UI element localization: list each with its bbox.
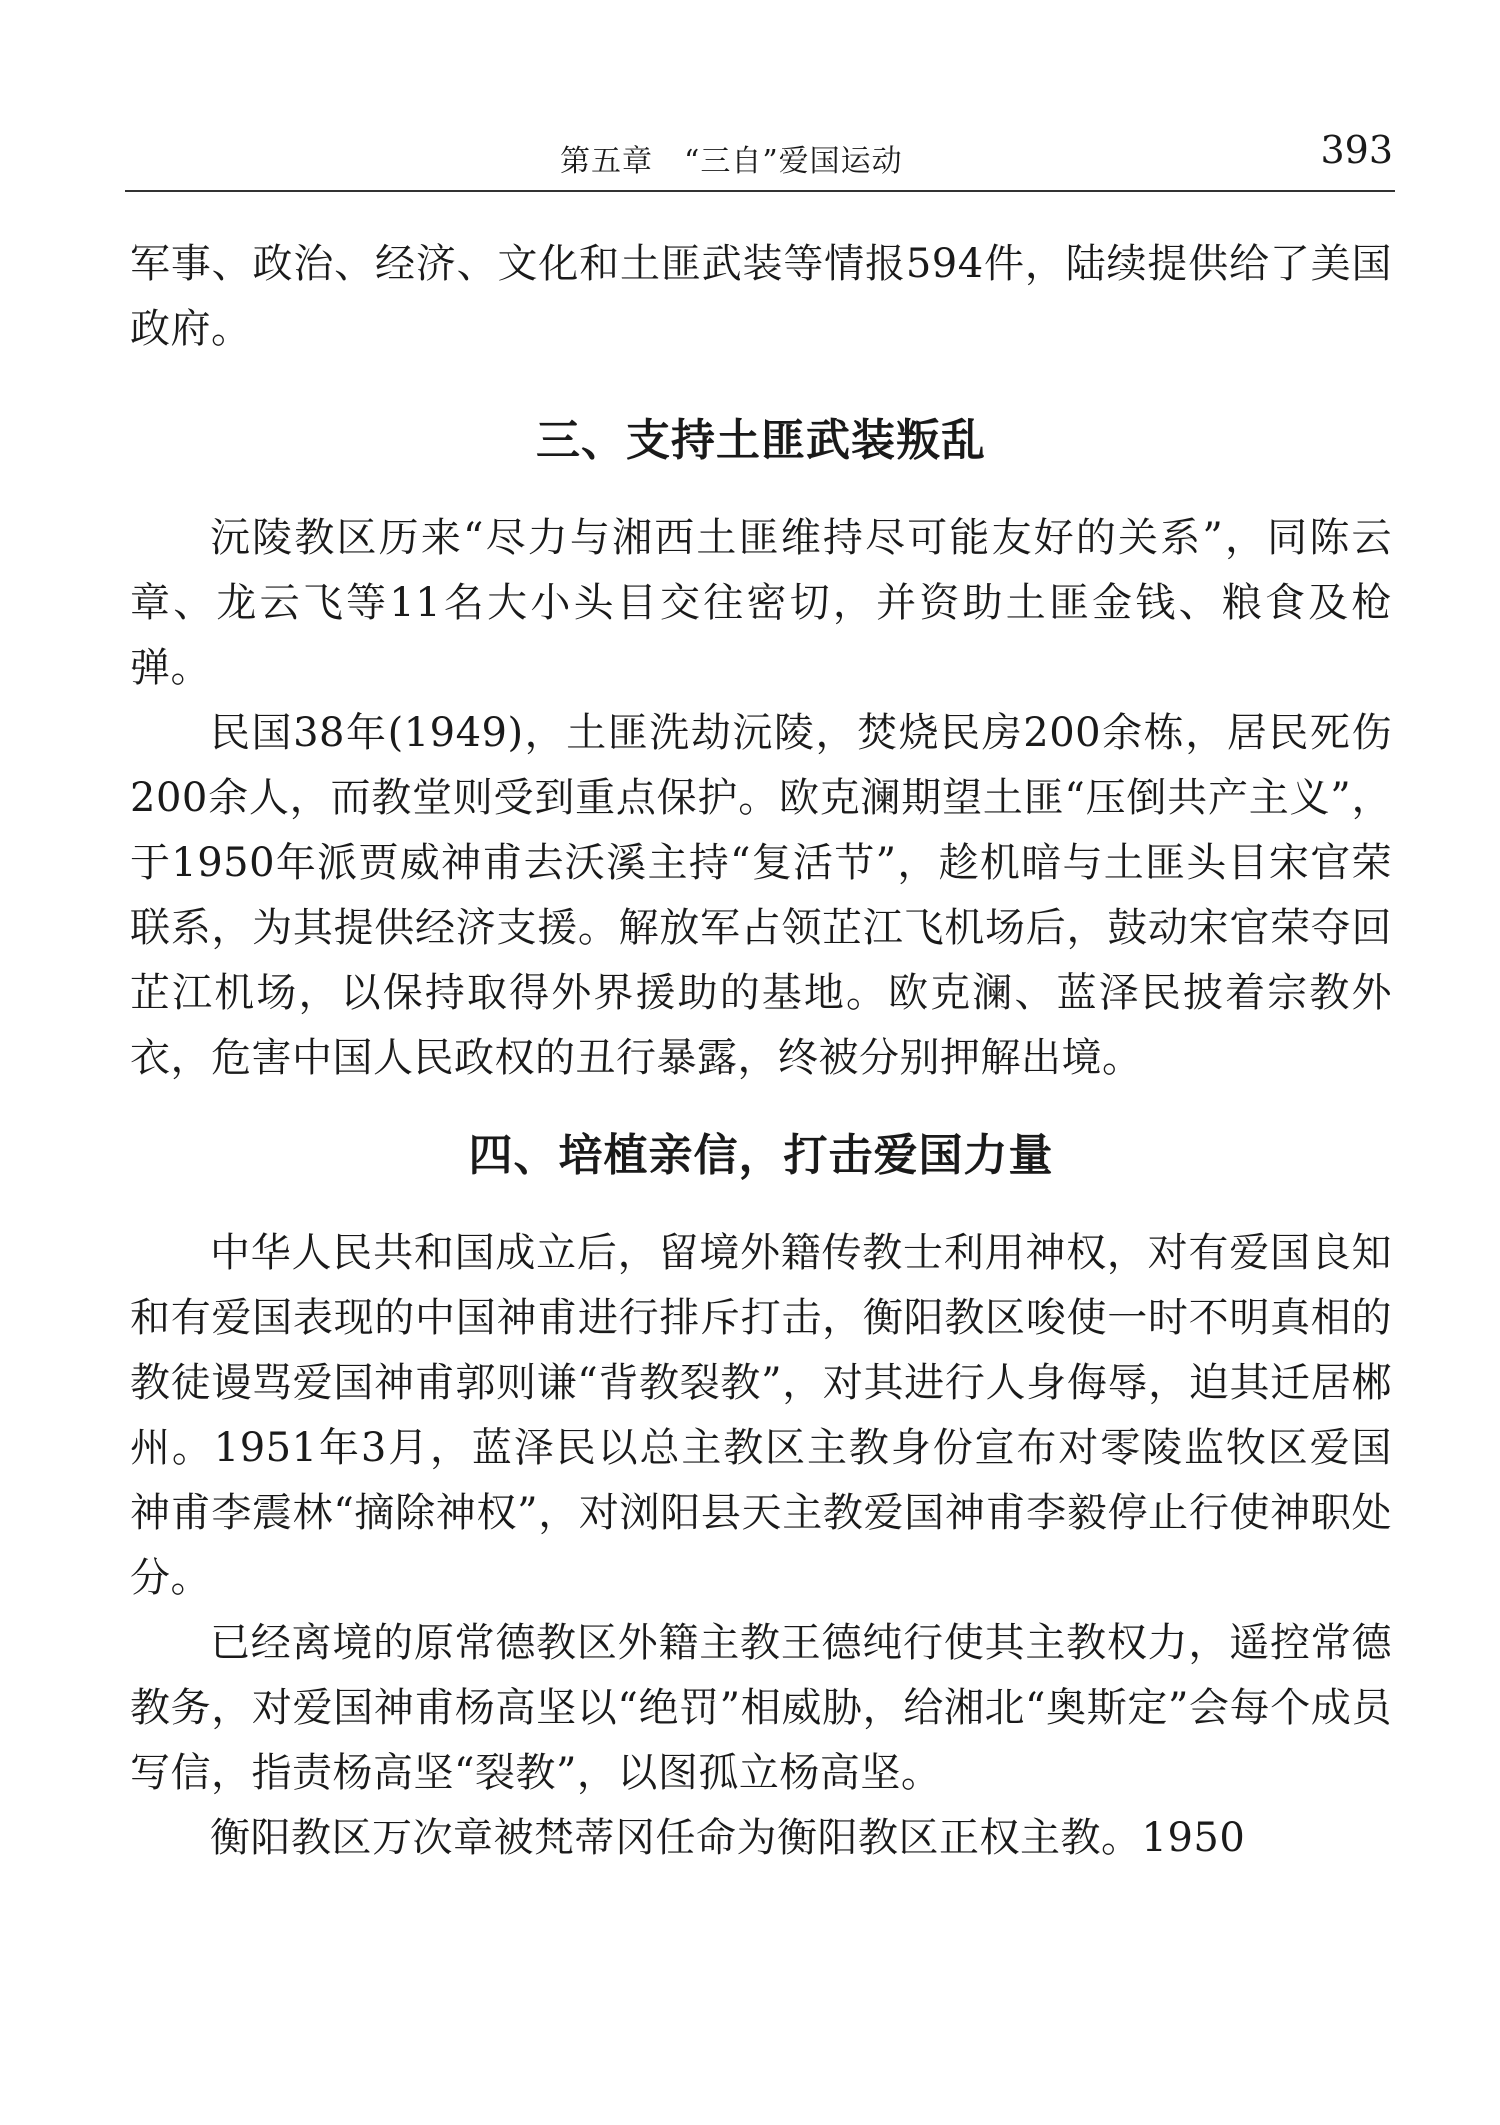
paragraph: 中华人民共和国成立后，留境外籍传教士利用神权，对有爱国良知和有爱国表现的中国神甫进行排斥打击，衡阳教区唆使一时不明真相的教徒谩骂爱国神甫郭则谦“背教裂教”，对其进行人身侮辱，迫其迁居郴州。1951年3月，蓝泽民以总主教区主教身份宣布对零陵监牧区爱国神甫李震林“摘除神权”，对浏阳县天主教爱国神甫李毅停止行使神职处分。: [130, 1230, 1392, 1601]
page-number: 393: [1320, 128, 1393, 172]
paragraph-continued: 军事、政治、经济、文化和土匪武装等情报594件，陆续提供给了美国政府。: [130, 241, 1392, 352]
section-heading-3: 三、支持土匪武装叛乱: [536, 415, 986, 466]
running-header: [125, 128, 1395, 192]
paragraph: 已经离境的原常德教区外籍主教王德纯行使其主教权力，遥控常德教务，对爱国神甫杨高坚以“绝罚”相威胁，给湘北“奥斯定”会每个成员写信，指责杨高坚“裂教”，以图孤立杨高坚。: [130, 1620, 1392, 1796]
paragraph: 民国38年(1949)，土匪洗劫沅陵，焚烧民房200余栋，居民死伤200余人，而教堂则受到重点保护。欧克澜期望土匪“压倒共产主义”，于1950年派贾威神甫去沃溪主持“复活节”，趁机暗与土匪头目宋官荣联系，为其提供经济支援。解放军占领芷江飞机场后，鼓动宋官荣夺回芷江机场，以保持取得外界援助的基地。欧克澜、蓝泽民披着宗教外衣，危害中国人民政权的丑行暴露，终被分别押解出境。: [130, 710, 1392, 1081]
section-heading-4: 四、培植亲信，打击爱国力量: [468, 1130, 1054, 1181]
chapter-title: 第五章 “三自”爱国运动: [560, 144, 903, 179]
paragraph: 衡阳教区万次章被梵蒂冈任命为衡阳教区正权主教。1950: [210, 1815, 1246, 1861]
page-body: [130, 232, 1392, 1871]
paragraph: 沅陵教区历来“尽力与湘西土匪维持尽可能友好的关系”，同陈云章、龙云飞等11名大小头目交往密切，并资助土匪金钱、粮食及枪弹。: [130, 515, 1392, 691]
